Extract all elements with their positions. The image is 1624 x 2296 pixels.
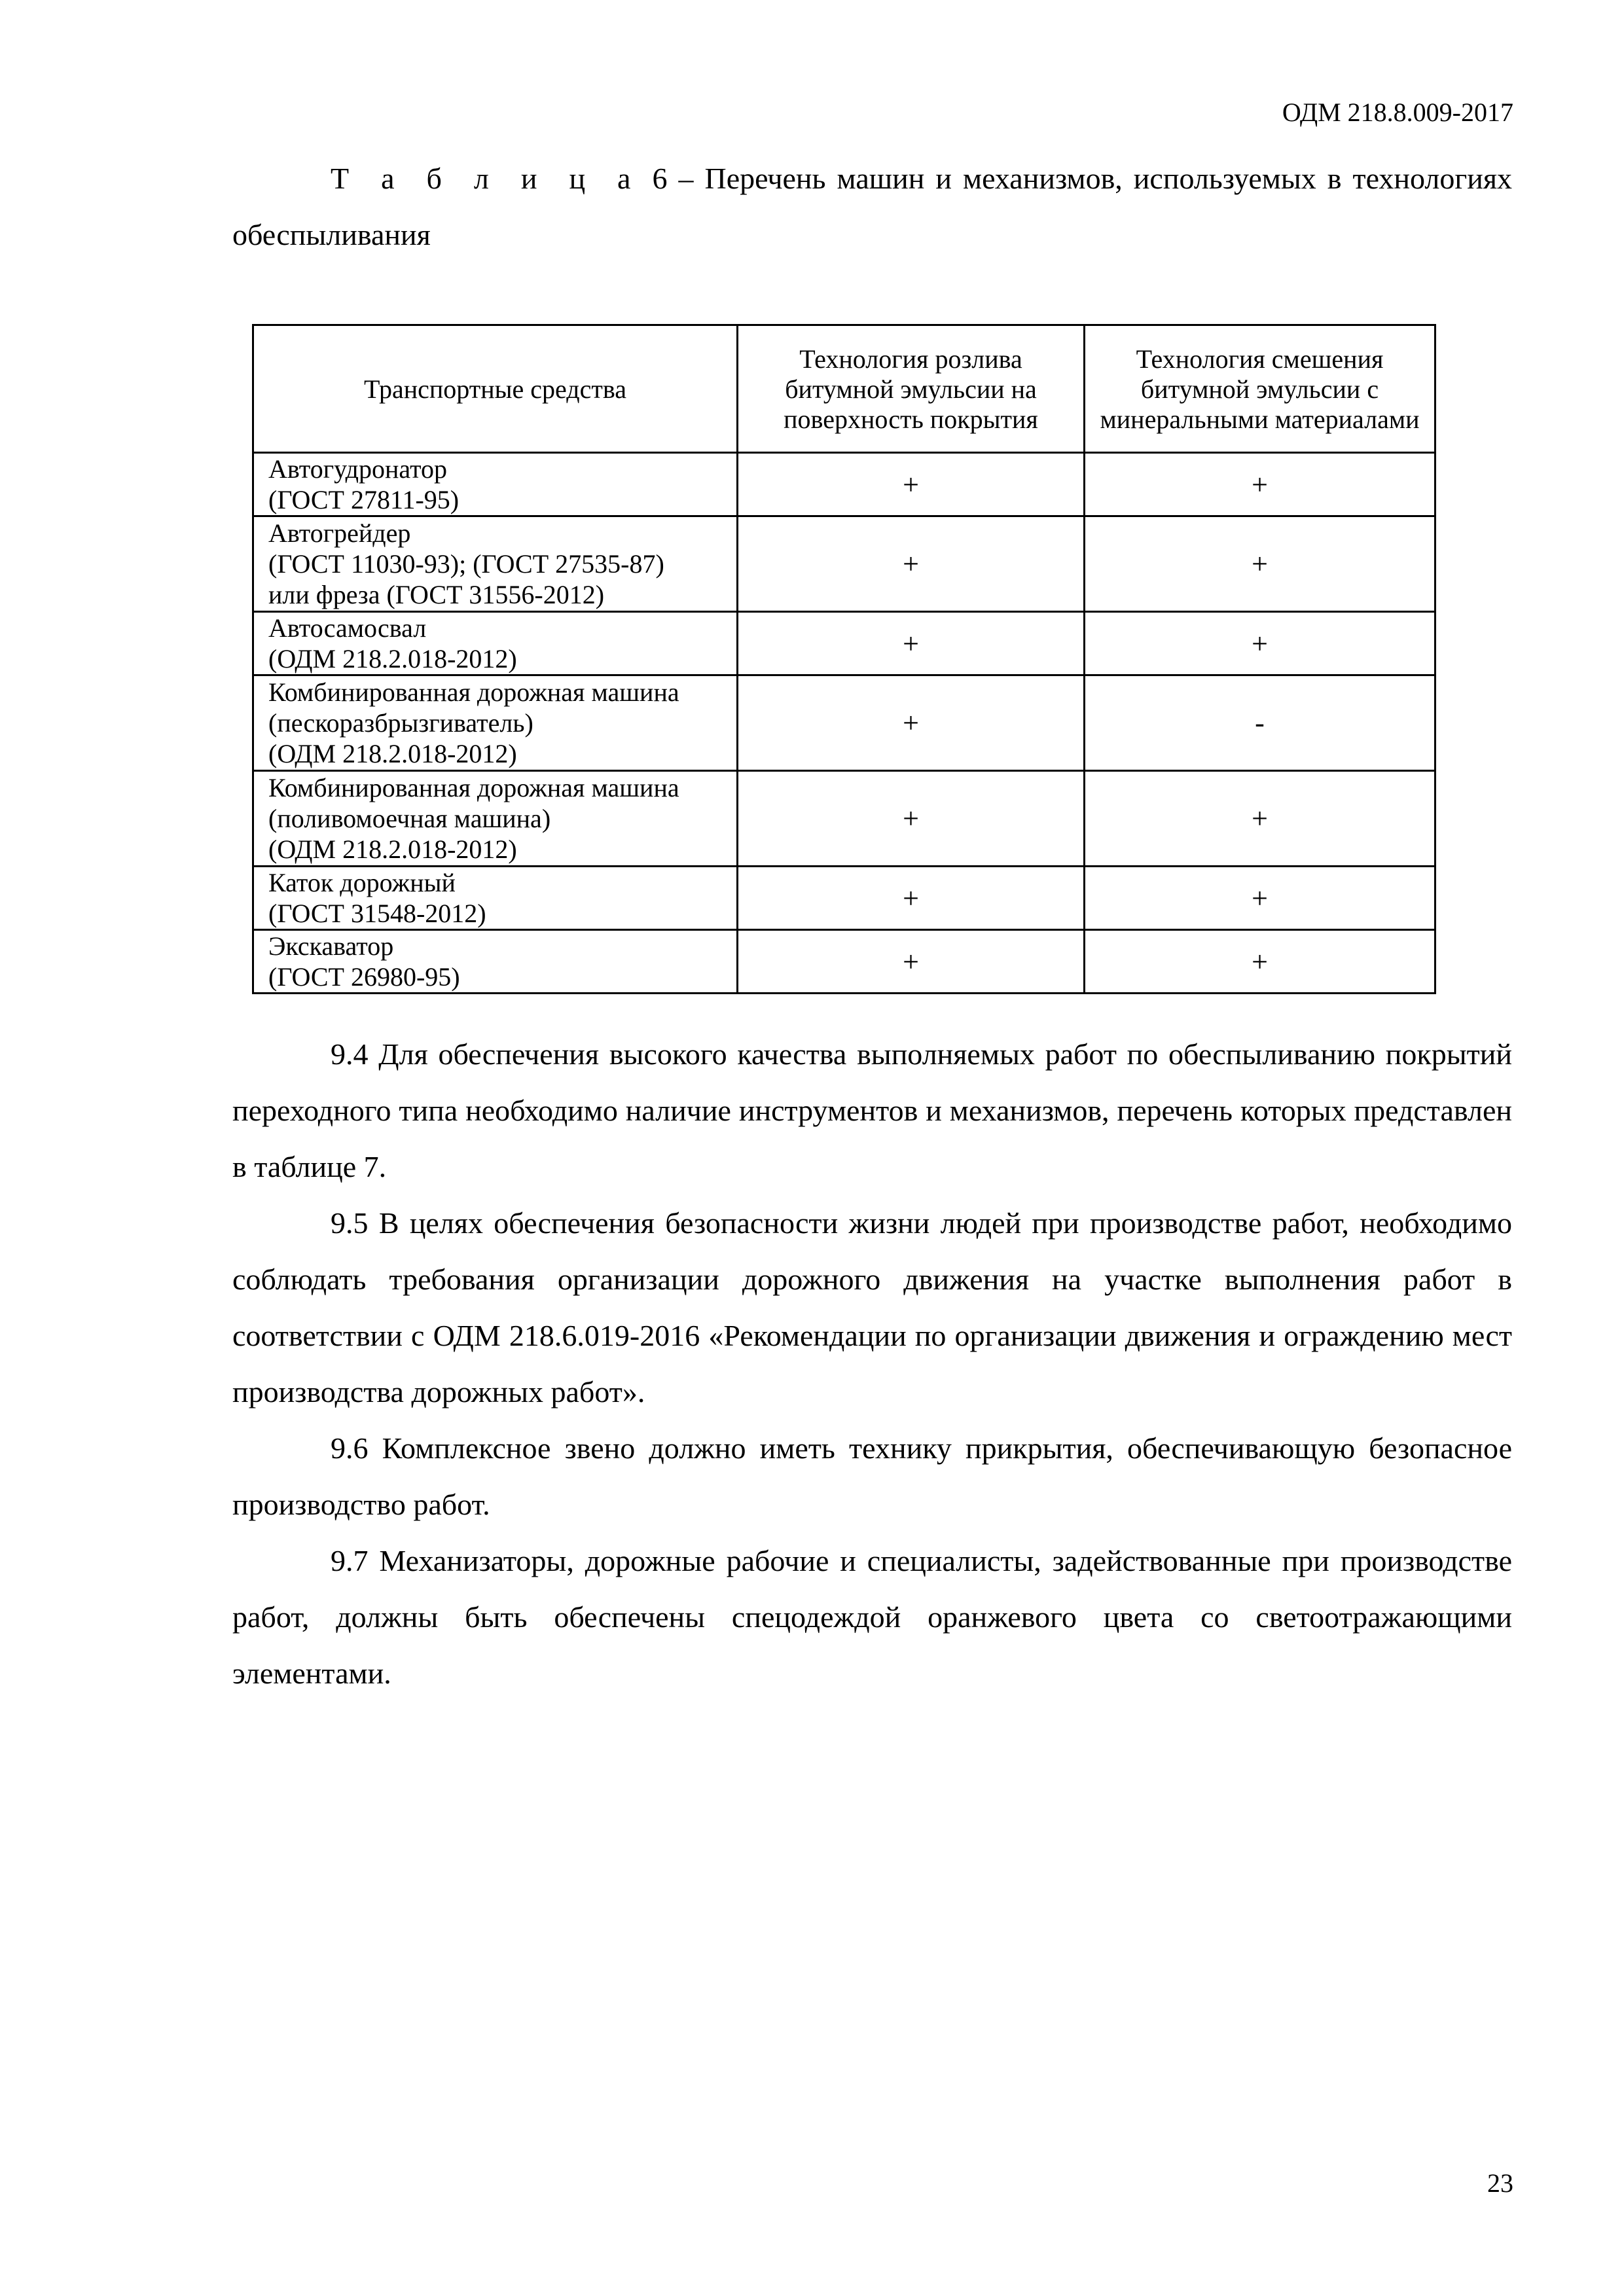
vehicle-line: (ОДМ 218.2.018-2012) [268,644,517,673]
paragraph-9-5: 9.5 В целях обеспечения безопасности жизни людей при производстве работ, необходимо соблюдать требования организации дорожного движения на участке выполнения работ в соответствии с ОДМ 218.6.019-2016 «Рекомендации по организации движения и ограждению мест производства дорожных работ». [232,1206,1512,1408]
vehicle-cell [253,867,738,930]
mix-mark: + [1085,771,1435,867]
machines-table [252,324,1436,994]
table-row [253,867,1435,930]
table-row [253,453,1435,516]
vehicle-cell [253,675,738,771]
spray-mark: + [738,612,1085,675]
table-row [253,675,1435,771]
vehicle-line: (пескоразбрызгиватель) [268,708,533,738]
body-text [232,1026,1512,1702]
header-vehicles: Транспортные средства [253,325,738,453]
header-mix-technology: Технология смешения битумной эмульсии с минеральными материалами [1085,325,1435,453]
vehicle-cell [253,771,738,867]
vehicle-line: (ОДМ 218.2.018-2012) [268,834,517,864]
vehicle-cell [253,930,738,994]
vehicle-line: (поливомоечная машина) [268,804,551,833]
paragraph-9-4: 9.4 Для обеспечения высокого качества выполняемых работ по обеспыливанию покрытий переходного типа необходимо наличие инструментов и механизмов, перечень которых представлен в таблице 7. [232,1037,1512,1183]
vehicle-line: (ГОСТ 31548-2012) [268,899,486,928]
spray-mark: + [738,771,1085,867]
paragraph-9-7: 9.7 Механизаторы, дорожные рабочие и специалисты, задействованные при производстве работ, должны быть обеспечены спецодеждой оранжевого цвета со светоотражающими элементами. [232,1544,1512,1690]
vehicle-cell [253,453,738,516]
table-caption [232,151,1512,263]
table-row [253,771,1435,867]
mix-mark: + [1085,867,1435,930]
mix-mark: + [1085,930,1435,994]
vehicle-line: Автосамосвал [268,613,427,643]
mix-mark: + [1085,612,1435,675]
paragraph-9-6: 9.6 Комплексное звено должно иметь технику прикрытия, обеспечивающую безопасное производство работ. [232,1431,1512,1521]
spray-mark: + [738,675,1085,771]
vehicle-line: Автогрейдер [268,518,411,548]
table-header-row [253,325,1435,453]
vehicle-line: Комбинированная дорожная машина [268,773,679,802]
mix-mark: - [1085,675,1435,771]
vehicle-cell [253,612,738,675]
vehicle-line: (ГОСТ 27811-95) [268,485,460,514]
spray-mark: + [738,867,1085,930]
page-number: 23 [1487,2168,1513,2198]
mix-mark: + [1085,453,1435,516]
spray-mark: + [738,930,1085,994]
table-caption-line-1 [232,151,1512,207]
vehicle-line: (ГОСТ 26980-95) [268,962,460,992]
table-caption-label: Т а б л и ц а [331,162,641,195]
vehicle-line: или фреза (ГОСТ 31556-2012) [268,580,605,609]
vehicle-line: Комбинированная дорожная машина [268,677,679,707]
table-row [253,516,1435,612]
vehicle-line: (ГОСТ 11030-93); (ГОСТ 27535-87) [268,549,664,579]
header-spray-technology: Технология розлива битумной эмульсии на поверхность покрытия [738,325,1085,453]
vehicle-cell [253,516,738,612]
table-caption-title-part2: обеспыливания [232,218,431,251]
vehicle-line: Автогудронатор [268,454,448,484]
table-row [253,930,1435,994]
table-caption-title-part1: – Перечень машин и механизмов, используемых в технологиях [678,162,1513,195]
vehicle-line: Экскаватор [268,931,394,961]
mix-mark: + [1085,516,1435,612]
vehicle-line: (ОДМ 218.2.018-2012) [268,739,517,768]
vehicle-line: Каток дорожный [268,868,456,897]
spray-mark: + [738,453,1085,516]
table-row [253,612,1435,675]
spray-mark: + [738,516,1085,612]
document-code: ОДМ 218.8.009-2017 [1282,98,1513,127]
table-caption-number: 6 [652,162,668,195]
